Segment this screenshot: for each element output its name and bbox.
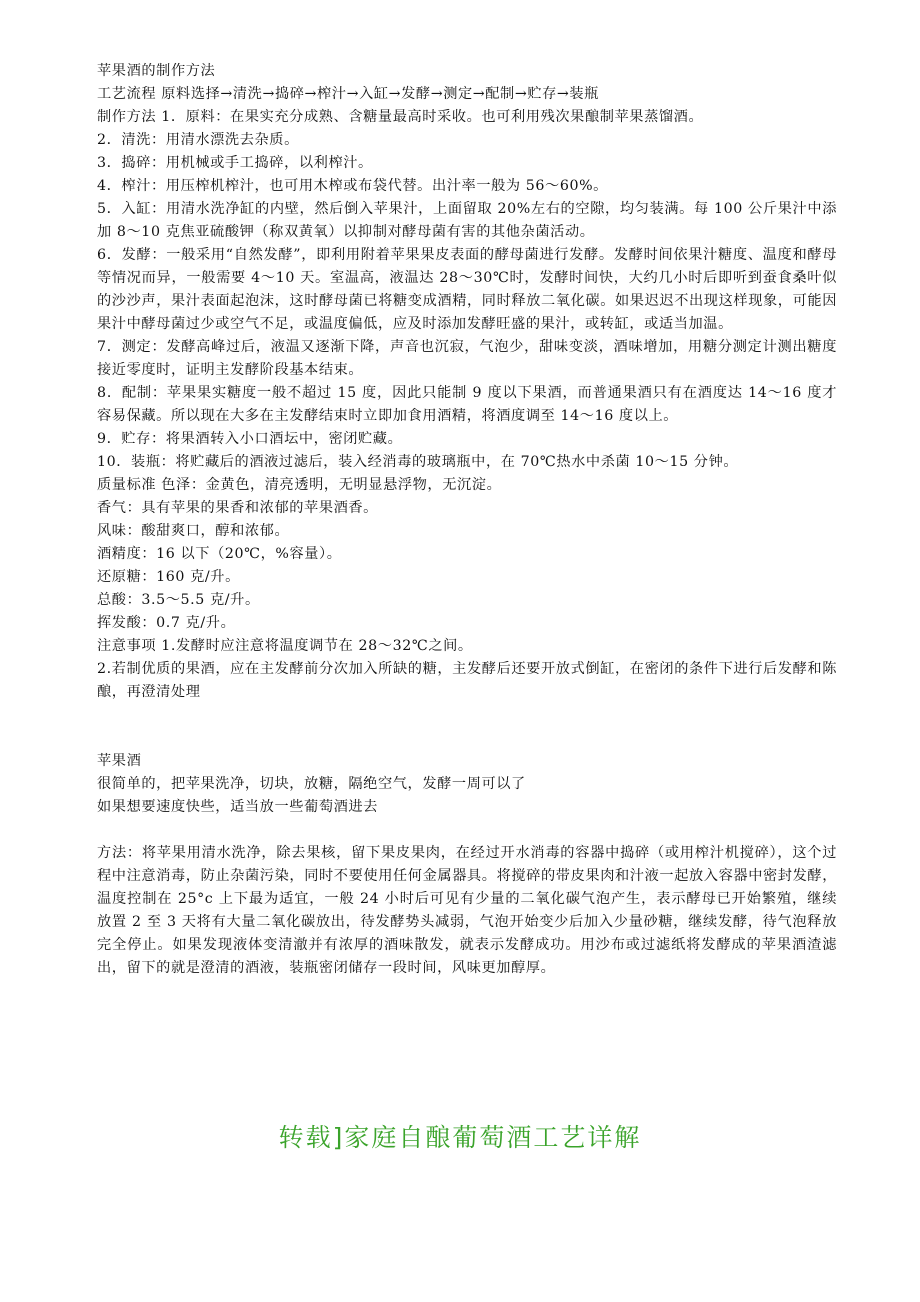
method-fermentation: 6．发酵：一般采用“自然发酵”，即利用附着苹果果皮表面的酵母菌进行发酵。发酵时间依果汁糖度、温度和酵母等情况而异，一般需要 4～10 天。室温高，液温达 28～30℃时，发酵时间快，大约几小时后即听到蚕食桑叶似的沙沙声，果汁表面起泡沫，这时酵母菌已将糖变成酒精，同时释放二氧化碳。如果迟迟不出现这样现象，可能因果汁中酵母菌过少或空气不足，或温度偏低，应及时添加发酵旺盛的果汁，或转缸，或适当加温。 [97,247,837,332]
paragraph-spacer [97,819,837,842]
method-storage: 9．贮存：将果酒转入小口酒坛中，密闭贮藏。 [97,431,403,447]
section2-method: 方法：将苹果用清水洗净，除去果核，留下果皮果肉，在经过开水消毒的容器中捣碎（或用榨汁机搅碎），这个过程中注意消毒，防止杂菌污染，同时不要使用任何金属器具。将搅碎的带皮果肉和汁液一起放入容器中密封发酵，温度控制在 25°c 上下最为适宜，一般 24 小时后可见有少量的二氧化碳气泡产生，表示酵母已开始繁殖，继续放置 2 至 3 天将有大量二氧化碳放出，待发酵势头减弱，气泡开始变少后加入少量砂糖，继续发酵，待气泡释放完全停止。如果发现液体变清澈并有浓厚的酒味散发，就表示发酵成功。用沙布或过滤纸将发酵成的苹果酒渣滤出，留下的就是澄清的酒液，装瓶密闭储存一段时间，风味更加醇厚。 [97,845,837,976]
article-heading: 转载]家庭自酿葡萄酒工艺详解 [278,1123,642,1152]
section-spacer [97,704,837,750]
quality-total-acid: 总酸：3.5～5.5 克/升。 [97,592,260,608]
method-measurement: 7．测定：发酵高峰过后，液温又逐渐下降，声音也沉寂，气泡少，甜味变淡，酒味增加，用糖分测定计测出糖度接近零度时，证明主发酵阶段基本结束。 [97,339,837,378]
section2-line-2: 如果想要速度快些，适当放一些葡萄酒进去 [97,799,378,815]
method-washing: 2．清洗：用清水漂洗去杂质。 [97,132,299,148]
quality-color: 质量标准 色泽：金黄色，清亮透明，无明显悬浮物，无沉淀。 [97,477,502,493]
method-bottling: 10．装瓶：将贮藏后的酒液过滤后，装入经消毒的玻璃瓶中，在 70℃热水中杀菌 10～15 分钟。 [97,454,739,470]
method-blending: 8．配制：苹果果实糖度一般不超过 15 度，因此只能制 9 度以下果酒，而普通果酒只有在酒度达 14～16 度才容易保藏。所以现在大多在主发酵结束时立即加食用酒精，将酒度调至 14～16 度以上。 [97,385,837,424]
quality-alcohol: 酒精度：16 以下（20℃，%容量）。 [97,546,342,562]
quality-aroma: 香气：具有苹果的果香和浓郁的苹果酒香。 [97,500,378,516]
section2-line-1: 很简单的，把苹果洗净，切块，放糖，隔绝空气，发酵一周可以了 [97,776,526,792]
notes-item-2: 2.若制优质的果酒，应在主发酵前分次加入所缺的糖，主发酵后还要开放式倒缸，在密闭的条件下进行后发酵和陈酿，再澄清处理 [97,661,837,700]
quality-flavor: 风味：酸甜爽口，醇和浓郁。 [97,523,290,539]
section2-title: 苹果酒 [97,753,142,769]
section1-title: 苹果酒的制作方法 [97,63,216,79]
notes-item-1: 注意事项 1.发酵时应注意将温度调节在 28～32℃之间。 [97,638,473,654]
method-tank-filling: 5．入缸：用清水洗净缸的内壁，然后倒入苹果汁，上面留取 20%左右的空隙，均匀装满。每 100 公斤果汁中添加 8～10 克焦亚硫酸钾（称双黄氧）以抑制对酵母菌有害的其他杂菌活动。 [97,201,837,240]
quality-volatile-acid: 挥发酸：0.7 克/升。 [97,615,236,631]
method-pressing: 4．榨汁：用压榨机榨汁，也可用木榨或布袋代替。出汁率一般为 56～60%。 [97,178,608,194]
method-raw-material: 制作方法 1．原料：在果实充分成熟、含糖量最高时采收。也可利用残次果酿制苹果蒸馏酒。 [97,109,704,125]
process-flow-line: 工艺流程 原料选择→清洗→捣碎→榨汁→入缸→发酵→测定→配制→贮存→装瓶 [97,86,599,102]
document-body [97,60,837,980]
quality-reducing-sugar: 还原糖：160 克/升。 [97,569,240,585]
method-crushing: 3．捣碎：用机械或手工捣碎，以利榨汁。 [97,155,373,171]
